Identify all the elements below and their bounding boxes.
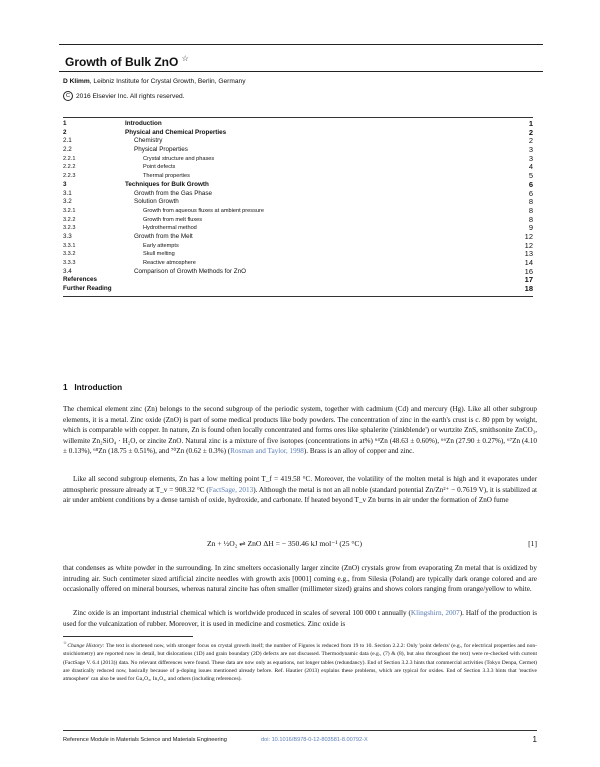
toc-entry-number: 3.3.2 [63,251,76,258]
toc-entry-number: 3.2 [63,198,72,206]
toc-entry[interactable] [63,120,533,129]
title-footnote-mark[interactable]: ☆ [181,54,189,63]
toc-entry[interactable] [63,268,533,277]
toc-entry-label: Chemistry [134,137,163,145]
toc-entry-number: 2 [63,128,67,136]
title-text: Growth of Bulk ZnO [65,55,179,69]
toc-entry-page: 4 [528,162,533,172]
footnote-mark: ☆ [63,640,68,645]
toc-entry-label: Growth from the Gas Phase [134,189,213,197]
toc-entry-page: 3 [528,153,533,163]
toc-entry-number: 3.2.1 [63,207,76,214]
toc-entry-label: Hydrothermal method [143,225,197,232]
paragraph-4 [63,608,537,629]
toc-entry-label: Physical Properties [134,146,188,154]
toc-entry-label: Comparison of Growth Methods for ZnO [134,267,246,275]
paragraph-1-end: ). Brass is an alloy of copper and zinc. [303,447,415,456]
toc-entry[interactable] [63,216,533,225]
toc-entry-number: 2.1 [63,137,72,145]
paragraph-2-text-a: Like all second subgroup elements, Zn has a low melting point T_f = 419.58 °C. Moreover, the volatility of the molten metal is high and it evaporates under atmospheric pressure already at T_v = 908.32 °C ( [63,475,537,494]
toc-entry[interactable] [63,242,533,251]
citation-link[interactable]: Rosman and Taylor, 1998 [230,447,304,456]
table-of-contents [63,117,533,297]
toc-entry-number: 3.3.1 [63,242,76,249]
toc-entry-label: Growth from melt fluxes [143,216,203,223]
toc-entry-page: 1 [528,119,533,128]
paragraph-1-text: The chemical element zinc (Zn) belongs to the second subgroup of the periodic system, together with cadmium (Cd) and mercury (Hg). Like all other subgroup elements, it is a metal. Zinc oxide (ZnO) is part of some medical products like body powders. The concentration of zinc in the earth's crust is c. 80 ppm by weight, which is comparable with copper. In nature, Zn is found often locally concentrated and forms ores like sphalerite ('zinkblende') or wurtzite ZnS, smithsonite ZnCO₃, willemite Zn₂SiO₄ · H₂O, or zincite ZnO. Natural zinc is a mixture of five isotopes (concentrations in at%) ⁶⁴Zn (48.63 ± 0.60%), ⁶⁶Zn (27.90 ± 0.27%), ⁶⁷Zn (4.10 ± 0.13%), ⁶⁸Zn (18.75 ± 0.51%), and ⁷⁰Zn (0.62 ± 0.3%) ( [63,405,537,456]
author-affiliation: , Leibniz Institute for Crystal Growth, Berlin, Germany [89,78,246,85]
footnote [63,639,537,684]
citation-link[interactable]: FactSage, 2013 [208,485,254,494]
copyright-text: 2016 Elsevier Inc. All rights reserved. [76,92,185,100]
footer-doi-link[interactable]: doi: 10.1016/B978-0-12-803581-8.00792-X [261,737,368,743]
toc-entry-page: 18 [524,284,533,294]
paragraph-4-text-b: ). Half of the production is used for the vulcanization of rubber. Moreover, it is used in medicine and cosmetics. Zinc oxide is [63,609,538,628]
toc-entry[interactable] [63,224,533,233]
toc-entry-page: 17 [524,275,533,285]
toc-entry[interactable] [63,259,533,268]
toc-entry-number: 3.3 [63,232,72,240]
copyright-icon: C [63,91,73,101]
toc-entry-number: 3.4 [63,267,72,275]
citation-link[interactable]: Klingshirn, 2007 [410,609,460,617]
toc-entry-label: Thermal properties [143,173,190,180]
section-number: 1 [63,383,68,392]
toc-entry-page: 2 [528,127,533,137]
section-title: Introduction [74,383,123,392]
toc-entry-page: 12 [524,231,533,241]
toc-entry-label: Solution Growth [134,198,179,206]
toc-entry-label: Point defects [143,164,176,171]
toc-entry-label: Skull melting [143,251,175,258]
section-heading [63,383,122,392]
paragraph-2-text-b: ). Although the metal is not an all noble (standard potential Zn/Zn²⁺ − 0.7619 V), it is stabilized at air under ambient conditions by a dense tarnish of oxide, hydroxide, and carbonate. If heated beyond T_v Zn burns in air under the formation of ZnO fume [63,485,537,505]
footnote-label: Change History: [67,642,105,649]
toc-entry[interactable] [63,190,533,199]
paragraph-4-text-a: Zinc oxide is an important industrial chemical which is worldwide produced in scales of several 100 000 t annually ( [73,609,411,617]
toc-entry-page: 12 [524,240,533,250]
page-footer [63,730,537,745]
toc-entry[interactable] [63,146,533,155]
toc-entry-page: 8 [528,214,533,224]
paragraph-1 [63,404,537,457]
toc-entry-page: 13 [524,249,533,259]
toc-entry-page: 16 [524,266,533,276]
toc-entry-number: 2.2 [63,146,72,154]
equation-number: [1] [528,539,537,548]
toc-entry[interactable] [63,137,533,146]
footnote-divider [63,636,193,637]
toc-entry-number: 1 [63,120,67,127]
toc-entry[interactable] [63,276,533,285]
author-name: D Klimm [63,78,90,85]
toc-entry-page: 6 [528,179,533,189]
toc-entry-page: 3 [528,145,533,155]
toc-entry-number: 3 [63,180,67,188]
paragraph-3-text: that condenses as white powder in the surrounding. In zinc smelters occasionally larger zincite (ZnO) crystals grow from evaporating Zn metal that is oxidized by intruding air. Such centimeter sized artificial zincite needles with growth axis [0001] coming e.g., from Silesia (Poland) are typically dark orange colored and are occasionally offered on mineral bourses, whereas natural zincite has often smaller (millimeter sized) grains and shows colors ranging from orange/yellow to white. [63,564,537,594]
toc-entry-page: 14 [524,258,533,267]
toc-entry-page: 8 [528,197,533,207]
toc-entry-label: Growth from aqueous fluxes at ambient pressure [143,207,264,214]
toc-entry-label: References [63,276,97,284]
page-number: 1 [532,735,537,744]
toc-entry-number: 3.3.3 [63,260,76,266]
paragraph-2 [63,474,537,506]
toc-entry-number: 3.2.2 [63,216,76,223]
toc-entry-number: 2.2.1 [63,155,76,162]
toc-entry[interactable] [63,172,533,181]
equation-text: Zn + ½O₂ ⇌ ZnO ΔH = − 350.46 kJ mol⁻¹ (25 °C) [207,539,363,548]
toc-entry-label: Early attempts [143,242,179,249]
toc-entry-label: Introduction [125,120,162,127]
toc-entry-label: Further Reading [63,285,112,293]
copyright-line [63,91,184,101]
toc-entry[interactable] [63,250,533,259]
author-line [63,78,246,85]
toc-entry[interactable] [63,155,533,164]
toc-entry[interactable] [63,285,533,294]
toc-entry-label: Techniques for Bulk Growth [125,180,209,188]
toc-entry[interactable] [63,163,533,172]
toc-entry-number: 3.1 [63,189,72,197]
toc-entry-label: Physical and Chemical Properties [125,128,227,136]
toc-bottom-rule [63,294,533,297]
toc-entry-label: Reactive atmosphere [143,260,196,266]
toc-entry-number: 3.2.3 [63,225,76,232]
toc-entry-number: 2.2.2 [63,164,76,171]
toc-entry-page: 6 [528,188,533,198]
toc-entry[interactable] [63,233,533,242]
toc-entry-page: 5 [528,171,533,181]
toc-entry-label: Growth from the Melt [134,232,193,240]
toc-entry-page: 8 [528,205,533,215]
footer-journal: Reference Module in Materials Science and Materials Engineering [63,737,227,743]
toc-entry-number: 2.2.3 [63,173,76,180]
toc-entry[interactable] [63,129,533,138]
toc-entry[interactable] [63,207,533,216]
toc-entry-page: 2 [528,136,533,146]
toc-entry[interactable] [63,198,533,207]
footnote-text: The text is shortened now, with stronger focus on crystal growth itself; the number of Figures is reduced from 19 to 10. Section 2.2.2: Only 'point defects' (e.g., for electrical properties and non-stoichiometry) are reported now in detail, but dislocations (1D) and grain boundary (2D) defects are not discussed. Thermodynamic data (e.g., (7) & (8), but also throughout the text) were re-checked with current (FactSage V. 6.4 (2013)) data. No relevant differences were found. These data are now only as equations, not longer tables (redundancy). End of Section 3.2.3 hints that commercial activities (Tokyo Denpa, Cermet) are drastically reduced now, basically because of p-doping issues mentioned already before. Ref. Hautier (2013) explains these problems, which are typical for oxides. End of Section 3.3.3 hints that 'reactive atmosphere' can also be used for Ga₂O₃, In₂O₃, and others (including references). [63,642,537,683]
equation-1 [63,533,537,555]
toc-entry-label: Crystal structure and phases [143,155,215,162]
toc-entry[interactable] [63,181,533,190]
article-title [59,44,543,72]
paragraph-3 [63,563,537,595]
toc-entry-page: 9 [528,223,533,233]
